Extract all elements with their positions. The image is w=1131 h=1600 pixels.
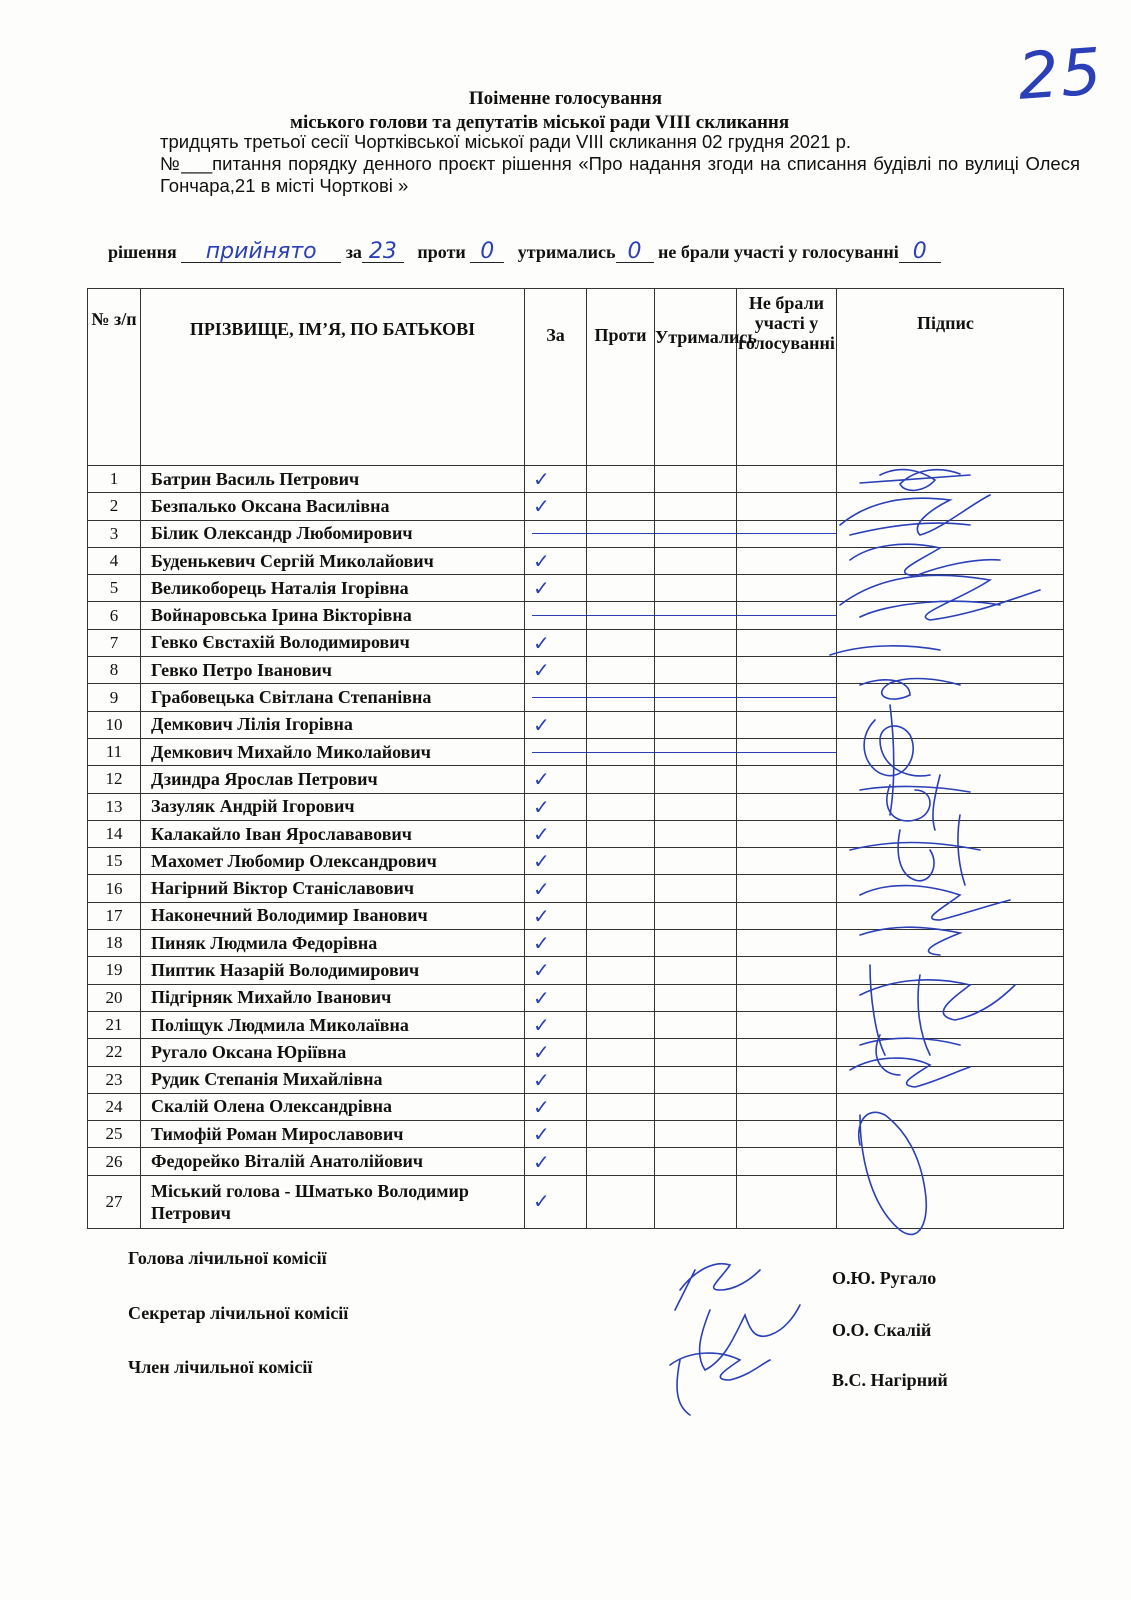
not-voting-label: не брали участі у голосуванні xyxy=(658,242,899,262)
secretary-label: Секретар лічильної комісії xyxy=(128,1303,349,1323)
absent-strike-line xyxy=(654,752,737,753)
cell-against xyxy=(587,848,655,875)
cell-abstained xyxy=(655,1093,737,1120)
checkmark-icon: ✓ xyxy=(533,903,550,928)
cell-not-voting xyxy=(737,820,837,847)
absent-strike-line xyxy=(532,533,587,534)
absent-strike-line xyxy=(532,615,587,616)
cell-abstained xyxy=(655,766,737,793)
cell-abstained xyxy=(655,1066,737,1093)
deputy-name: Махомет Любомир Олександрович xyxy=(141,848,525,875)
cell-for xyxy=(525,848,587,875)
cell-abstained xyxy=(655,957,737,984)
against-count: 0 xyxy=(470,242,504,263)
cell-signature xyxy=(837,547,1064,574)
cell-against xyxy=(587,684,655,711)
cell-not-voting xyxy=(737,738,837,765)
cell-for xyxy=(525,493,587,520)
cell-signature xyxy=(837,957,1064,984)
row-number: 17 xyxy=(88,902,141,929)
absent-strike-line xyxy=(586,615,655,616)
checkmark-icon: ✓ xyxy=(533,931,550,956)
cell-signature xyxy=(837,1093,1064,1120)
row-number: 27 xyxy=(88,1175,141,1228)
table-row xyxy=(88,1066,1064,1093)
cell-for xyxy=(525,793,587,820)
cell-not-voting xyxy=(737,930,837,957)
cell-abstained xyxy=(655,793,737,820)
cell-for xyxy=(525,820,587,847)
member-label: Член лічильної комісії xyxy=(128,1357,313,1377)
cell-not-voting xyxy=(737,875,837,902)
cell-not-voting xyxy=(737,1093,837,1120)
cell-abstained xyxy=(655,1175,737,1228)
decision-label: рішення xyxy=(108,242,177,262)
row-number: 5 xyxy=(88,575,141,602)
cell-for xyxy=(525,738,587,765)
decision-value: прийнято xyxy=(181,242,341,263)
table-row xyxy=(88,848,1064,875)
page-title: Поіменне голосування xyxy=(468,88,663,109)
header-signature: Підпис xyxy=(837,289,1064,466)
cell-signature xyxy=(837,466,1064,493)
checkmark-icon: ✓ xyxy=(533,1189,550,1214)
cell-against xyxy=(587,1148,655,1175)
cell-against xyxy=(587,793,655,820)
cell-signature xyxy=(837,984,1064,1011)
table-row xyxy=(88,711,1064,738)
cell-abstained xyxy=(655,466,737,493)
absent-strike-line xyxy=(736,752,837,753)
checkmark-icon: ✓ xyxy=(533,1013,550,1038)
deputy-name: Скалій Олена Олександрівна xyxy=(141,1093,525,1120)
absent-strike-line xyxy=(586,752,655,753)
table-row xyxy=(88,629,1064,656)
deputy-name: Білик Олександр Любомирович xyxy=(141,520,525,547)
cell-abstained xyxy=(655,547,737,574)
deputy-name: Підгірняк Михайло Іванович xyxy=(141,984,525,1011)
cell-against xyxy=(587,875,655,902)
cell-for xyxy=(525,1066,587,1093)
absent-strike-line xyxy=(736,615,837,616)
table-row xyxy=(88,684,1064,711)
cell-not-voting xyxy=(737,1039,837,1066)
table-row xyxy=(88,1011,1064,1038)
cell-abstained xyxy=(655,493,737,520)
cell-signature xyxy=(837,1148,1064,1175)
table-row xyxy=(88,1121,1064,1148)
deputy-name: Міський голова - Шматько Володимир Петрович xyxy=(141,1175,525,1228)
cell-against xyxy=(587,984,655,1011)
row-number: 16 xyxy=(88,875,141,902)
deputy-name: Войнаровська Ірина Вікторівна xyxy=(141,602,525,629)
table-header-row xyxy=(88,289,1064,466)
table-row xyxy=(88,793,1064,820)
cell-against xyxy=(587,466,655,493)
cell-signature xyxy=(837,684,1064,711)
row-number: 21 xyxy=(88,1011,141,1038)
agenda-question: №___питання порядку денного проєкт рішення «Про надання згоди на списання будівлі по вулиці Олеся Гончара,21 в місті Чорткові » xyxy=(160,153,1080,196)
cell-against xyxy=(587,902,655,929)
cell-against xyxy=(587,657,655,684)
cell-signature xyxy=(837,629,1064,656)
cell-against xyxy=(587,957,655,984)
checkmark-icon: ✓ xyxy=(533,549,550,574)
cell-not-voting xyxy=(737,547,837,574)
table-row xyxy=(88,738,1064,765)
cell-for xyxy=(525,466,587,493)
row-number: 20 xyxy=(88,984,141,1011)
cell-against xyxy=(587,711,655,738)
member-name: В.С. Нагірний xyxy=(832,1370,948,1390)
deputy-name: Наконечний Володимир Іванович xyxy=(141,902,525,929)
table-row xyxy=(88,547,1064,574)
deputy-name: Гевко Євстахій Володимирович xyxy=(141,629,525,656)
header-abstained: Утримались xyxy=(655,289,737,466)
deputy-name: Зазуляк Андрій Ігорович xyxy=(141,793,525,820)
cell-abstained xyxy=(655,930,737,957)
checkmark-icon: ✓ xyxy=(533,576,550,601)
deputy-name: Дзиндра Ярослав Петрович xyxy=(141,766,525,793)
checkmark-icon: ✓ xyxy=(533,958,550,983)
row-number: 25 xyxy=(88,1121,141,1148)
table-row xyxy=(88,1148,1064,1175)
cell-not-voting xyxy=(737,493,837,520)
checkmark-icon: ✓ xyxy=(533,1040,550,1065)
table-row xyxy=(88,1175,1064,1228)
table-row xyxy=(88,984,1064,1011)
cell-not-voting xyxy=(737,575,837,602)
cell-for xyxy=(525,930,587,957)
cell-for xyxy=(525,629,587,656)
table-row xyxy=(88,957,1064,984)
row-number: 14 xyxy=(88,820,141,847)
absent-strike-line xyxy=(532,697,587,698)
cell-for xyxy=(525,875,587,902)
table-row xyxy=(88,820,1064,847)
cell-against xyxy=(587,602,655,629)
absent-strike-line xyxy=(654,697,737,698)
cell-signature xyxy=(837,520,1064,547)
cell-not-voting xyxy=(737,902,837,929)
cell-abstained xyxy=(655,629,737,656)
deputy-name: Буденькевич Сергій Миколайович xyxy=(141,547,525,574)
for-label: за xyxy=(345,242,362,262)
cell-not-voting xyxy=(737,1148,837,1175)
cell-against xyxy=(587,1175,655,1228)
cell-for xyxy=(525,602,587,629)
cell-signature xyxy=(837,902,1064,929)
cell-abstained xyxy=(655,657,737,684)
cell-signature xyxy=(837,793,1064,820)
deputy-name: Демкович Михайло Миколайович xyxy=(141,738,525,765)
checkmark-icon: ✓ xyxy=(533,630,550,655)
checkmark-icon: ✓ xyxy=(533,876,550,901)
cell-not-voting xyxy=(737,957,837,984)
cell-not-voting xyxy=(737,1121,837,1148)
cell-against xyxy=(587,738,655,765)
cell-for xyxy=(525,657,587,684)
cell-against xyxy=(587,766,655,793)
decision-summary xyxy=(108,239,1088,264)
cell-not-voting xyxy=(737,520,837,547)
checkmark-icon: ✓ xyxy=(533,985,550,1010)
deputy-name: Тимофій Роман Мирославович xyxy=(141,1121,525,1148)
cell-not-voting xyxy=(737,466,837,493)
chair-name: О.Ю. Ругало xyxy=(832,1268,937,1288)
page-number: 25 xyxy=(1015,35,1106,115)
row-number: 18 xyxy=(88,930,141,957)
deputy-name: Великоборець Наталія Ігорівна xyxy=(141,575,525,602)
absent-strike-line xyxy=(654,533,737,534)
header-for: За xyxy=(525,289,587,466)
checkmark-icon: ✓ xyxy=(533,849,550,874)
table-row xyxy=(88,575,1064,602)
row-number: 26 xyxy=(88,1148,141,1175)
cell-against xyxy=(587,1039,655,1066)
table-body xyxy=(88,466,1064,1229)
header-name: ПРІЗВИЩЕ, ІМ’Я, ПО БАТЬКОВІ xyxy=(141,289,525,466)
row-number: 12 xyxy=(88,766,141,793)
cell-not-voting xyxy=(737,766,837,793)
cell-not-voting xyxy=(737,602,837,629)
cell-abstained xyxy=(655,602,737,629)
table-row xyxy=(88,657,1064,684)
absent-strike-line xyxy=(654,615,737,616)
table-row xyxy=(88,466,1064,493)
cell-abstained xyxy=(655,1121,737,1148)
deputy-name: Ругало Оксана Юріївна xyxy=(141,1039,525,1066)
deputy-name: Гевко Петро Іванович xyxy=(141,657,525,684)
cell-signature xyxy=(837,875,1064,902)
row-number: 22 xyxy=(88,1039,141,1066)
deputy-name: Пиняк Людмила Федорівна xyxy=(141,930,525,957)
cell-not-voting xyxy=(737,684,837,711)
header-not-voting: Не брали участі у голосуванні xyxy=(737,289,837,466)
absent-strike-line xyxy=(586,533,655,534)
cell-for xyxy=(525,1011,587,1038)
cell-abstained xyxy=(655,575,737,602)
cell-abstained xyxy=(655,1011,737,1038)
cell-for xyxy=(525,684,587,711)
cell-abstained xyxy=(655,848,737,875)
checkmark-icon: ✓ xyxy=(533,658,550,683)
row-number: 13 xyxy=(88,793,141,820)
deputy-name: Грабовецька Світлана Степанівна xyxy=(141,684,525,711)
page-subtitle: міського голови та депутатів міської ради VIII скликання xyxy=(290,112,790,133)
deputy-name: Калакайло Іван Ярослававович xyxy=(141,820,525,847)
cell-signature xyxy=(837,711,1064,738)
cell-abstained xyxy=(655,1148,737,1175)
cell-against xyxy=(587,820,655,847)
cell-signature xyxy=(837,1039,1064,1066)
cell-not-voting xyxy=(737,1066,837,1093)
for-count: 23 xyxy=(362,242,404,263)
cell-against xyxy=(587,493,655,520)
cell-abstained xyxy=(655,984,737,1011)
cell-not-voting xyxy=(737,629,837,656)
commission-signatures xyxy=(640,1250,830,1420)
not-voting-count: 0 xyxy=(899,242,941,263)
cell-for xyxy=(525,766,587,793)
cell-signature xyxy=(837,1121,1064,1148)
header-against: Проти xyxy=(587,289,655,466)
cell-not-voting xyxy=(737,1175,837,1228)
cell-signature xyxy=(837,1066,1064,1093)
cell-against xyxy=(587,1121,655,1148)
cell-for xyxy=(525,1175,587,1228)
roll-call-table xyxy=(87,288,1064,1229)
cell-abstained xyxy=(655,684,737,711)
session-line: тридцять третьої сесії Чортківської міської ради VIII скликання 02 грудня 2021 р. xyxy=(160,131,852,152)
deputy-name: Рудик Степанія Михайлівна xyxy=(141,1066,525,1093)
cell-for xyxy=(525,957,587,984)
row-number: 10 xyxy=(88,711,141,738)
row-number: 2 xyxy=(88,493,141,520)
table-row xyxy=(88,493,1064,520)
cell-against xyxy=(587,1011,655,1038)
absent-strike-line xyxy=(736,697,837,698)
row-number: 24 xyxy=(88,1093,141,1120)
cell-for xyxy=(525,711,587,738)
row-number: 15 xyxy=(88,848,141,875)
table-row xyxy=(88,1039,1064,1066)
cell-not-voting xyxy=(737,984,837,1011)
deputy-name: Демкович Лілія Ігорівна xyxy=(141,711,525,738)
header-num: № з/п xyxy=(88,289,141,466)
row-number: 9 xyxy=(88,684,141,711)
cell-against xyxy=(587,1093,655,1120)
cell-signature xyxy=(837,820,1064,847)
cell-signature xyxy=(837,738,1064,765)
cell-for xyxy=(525,1121,587,1148)
cell-not-voting xyxy=(737,657,837,684)
table-row xyxy=(88,902,1064,929)
deputy-name: Федорейко Віталій Анатолійович xyxy=(141,1148,525,1175)
cell-abstained xyxy=(655,711,737,738)
cell-not-voting xyxy=(737,711,837,738)
cell-against xyxy=(587,575,655,602)
cell-signature xyxy=(837,848,1064,875)
checkmark-icon: ✓ xyxy=(533,822,550,846)
cell-signature xyxy=(837,1011,1064,1038)
against-label: проти xyxy=(417,242,466,262)
cell-abstained xyxy=(655,875,737,902)
checkmark-icon: ✓ xyxy=(533,1094,550,1119)
cell-not-voting xyxy=(737,1011,837,1038)
checkmark-icon: ✓ xyxy=(533,1122,550,1147)
cell-signature xyxy=(837,1175,1064,1228)
chair-label: Голова лічильної комісії xyxy=(128,1248,327,1268)
cell-abstained xyxy=(655,1039,737,1066)
checkmark-icon: ✓ xyxy=(533,712,550,737)
absent-strike-line xyxy=(586,697,655,698)
cell-abstained xyxy=(655,520,737,547)
row-number: 6 xyxy=(88,602,141,629)
cell-abstained xyxy=(655,820,737,847)
row-number: 4 xyxy=(88,547,141,574)
row-number: 11 xyxy=(88,738,141,765)
cell-against xyxy=(587,520,655,547)
absent-strike-line xyxy=(532,752,587,753)
table-row xyxy=(88,520,1064,547)
cell-for xyxy=(525,1148,587,1175)
cell-signature xyxy=(837,575,1064,602)
deputy-name: Нагірний Віктор Станіславович xyxy=(141,875,525,902)
cell-not-voting xyxy=(737,848,837,875)
cell-abstained xyxy=(655,902,737,929)
cell-not-voting xyxy=(737,793,837,820)
cell-for xyxy=(525,1093,587,1120)
row-number: 1 xyxy=(88,466,141,493)
row-number: 19 xyxy=(88,957,141,984)
deputy-name: Батрин Василь Петрович xyxy=(141,466,525,493)
absent-strike-line xyxy=(736,533,837,534)
checkmark-icon: ✓ xyxy=(533,467,550,492)
cell-signature xyxy=(837,493,1064,520)
cell-signature xyxy=(837,930,1064,957)
abstained-label: утримались xyxy=(517,242,616,262)
table-row xyxy=(88,1093,1064,1120)
cell-for xyxy=(525,902,587,929)
table-row xyxy=(88,930,1064,957)
deputy-name: Поліщук Людмила Миколаївна xyxy=(141,1011,525,1038)
table-row xyxy=(88,766,1064,793)
checkmark-icon: ✓ xyxy=(533,1149,550,1174)
deputy-name: Пиптик Назарій Володимирович xyxy=(141,957,525,984)
cell-for xyxy=(525,1039,587,1066)
cell-for xyxy=(525,520,587,547)
row-number: 23 xyxy=(88,1066,141,1093)
cell-against xyxy=(587,930,655,957)
cell-signature xyxy=(837,602,1064,629)
cell-for xyxy=(525,547,587,574)
cell-for xyxy=(525,575,587,602)
deputy-name: Безпалько Оксана Василівна xyxy=(141,493,525,520)
row-number: 8 xyxy=(88,657,141,684)
abstained-count: 0 xyxy=(616,242,654,263)
table-row xyxy=(88,875,1064,902)
checkmark-icon: ✓ xyxy=(533,794,550,819)
cell-signature xyxy=(837,657,1064,684)
secretary-name: О.О. Скалій xyxy=(832,1320,932,1340)
cell-against xyxy=(587,1066,655,1093)
cell-against xyxy=(587,547,655,574)
checkmark-icon: ✓ xyxy=(533,494,550,519)
row-number: 3 xyxy=(88,520,141,547)
cell-signature xyxy=(837,766,1064,793)
cell-abstained xyxy=(655,738,737,765)
cell-against xyxy=(587,629,655,656)
cell-for xyxy=(525,984,587,1011)
checkmark-icon: ✓ xyxy=(533,1067,550,1092)
table-row xyxy=(88,602,1064,629)
checkmark-icon: ✓ xyxy=(533,767,550,792)
row-number: 7 xyxy=(88,629,141,656)
